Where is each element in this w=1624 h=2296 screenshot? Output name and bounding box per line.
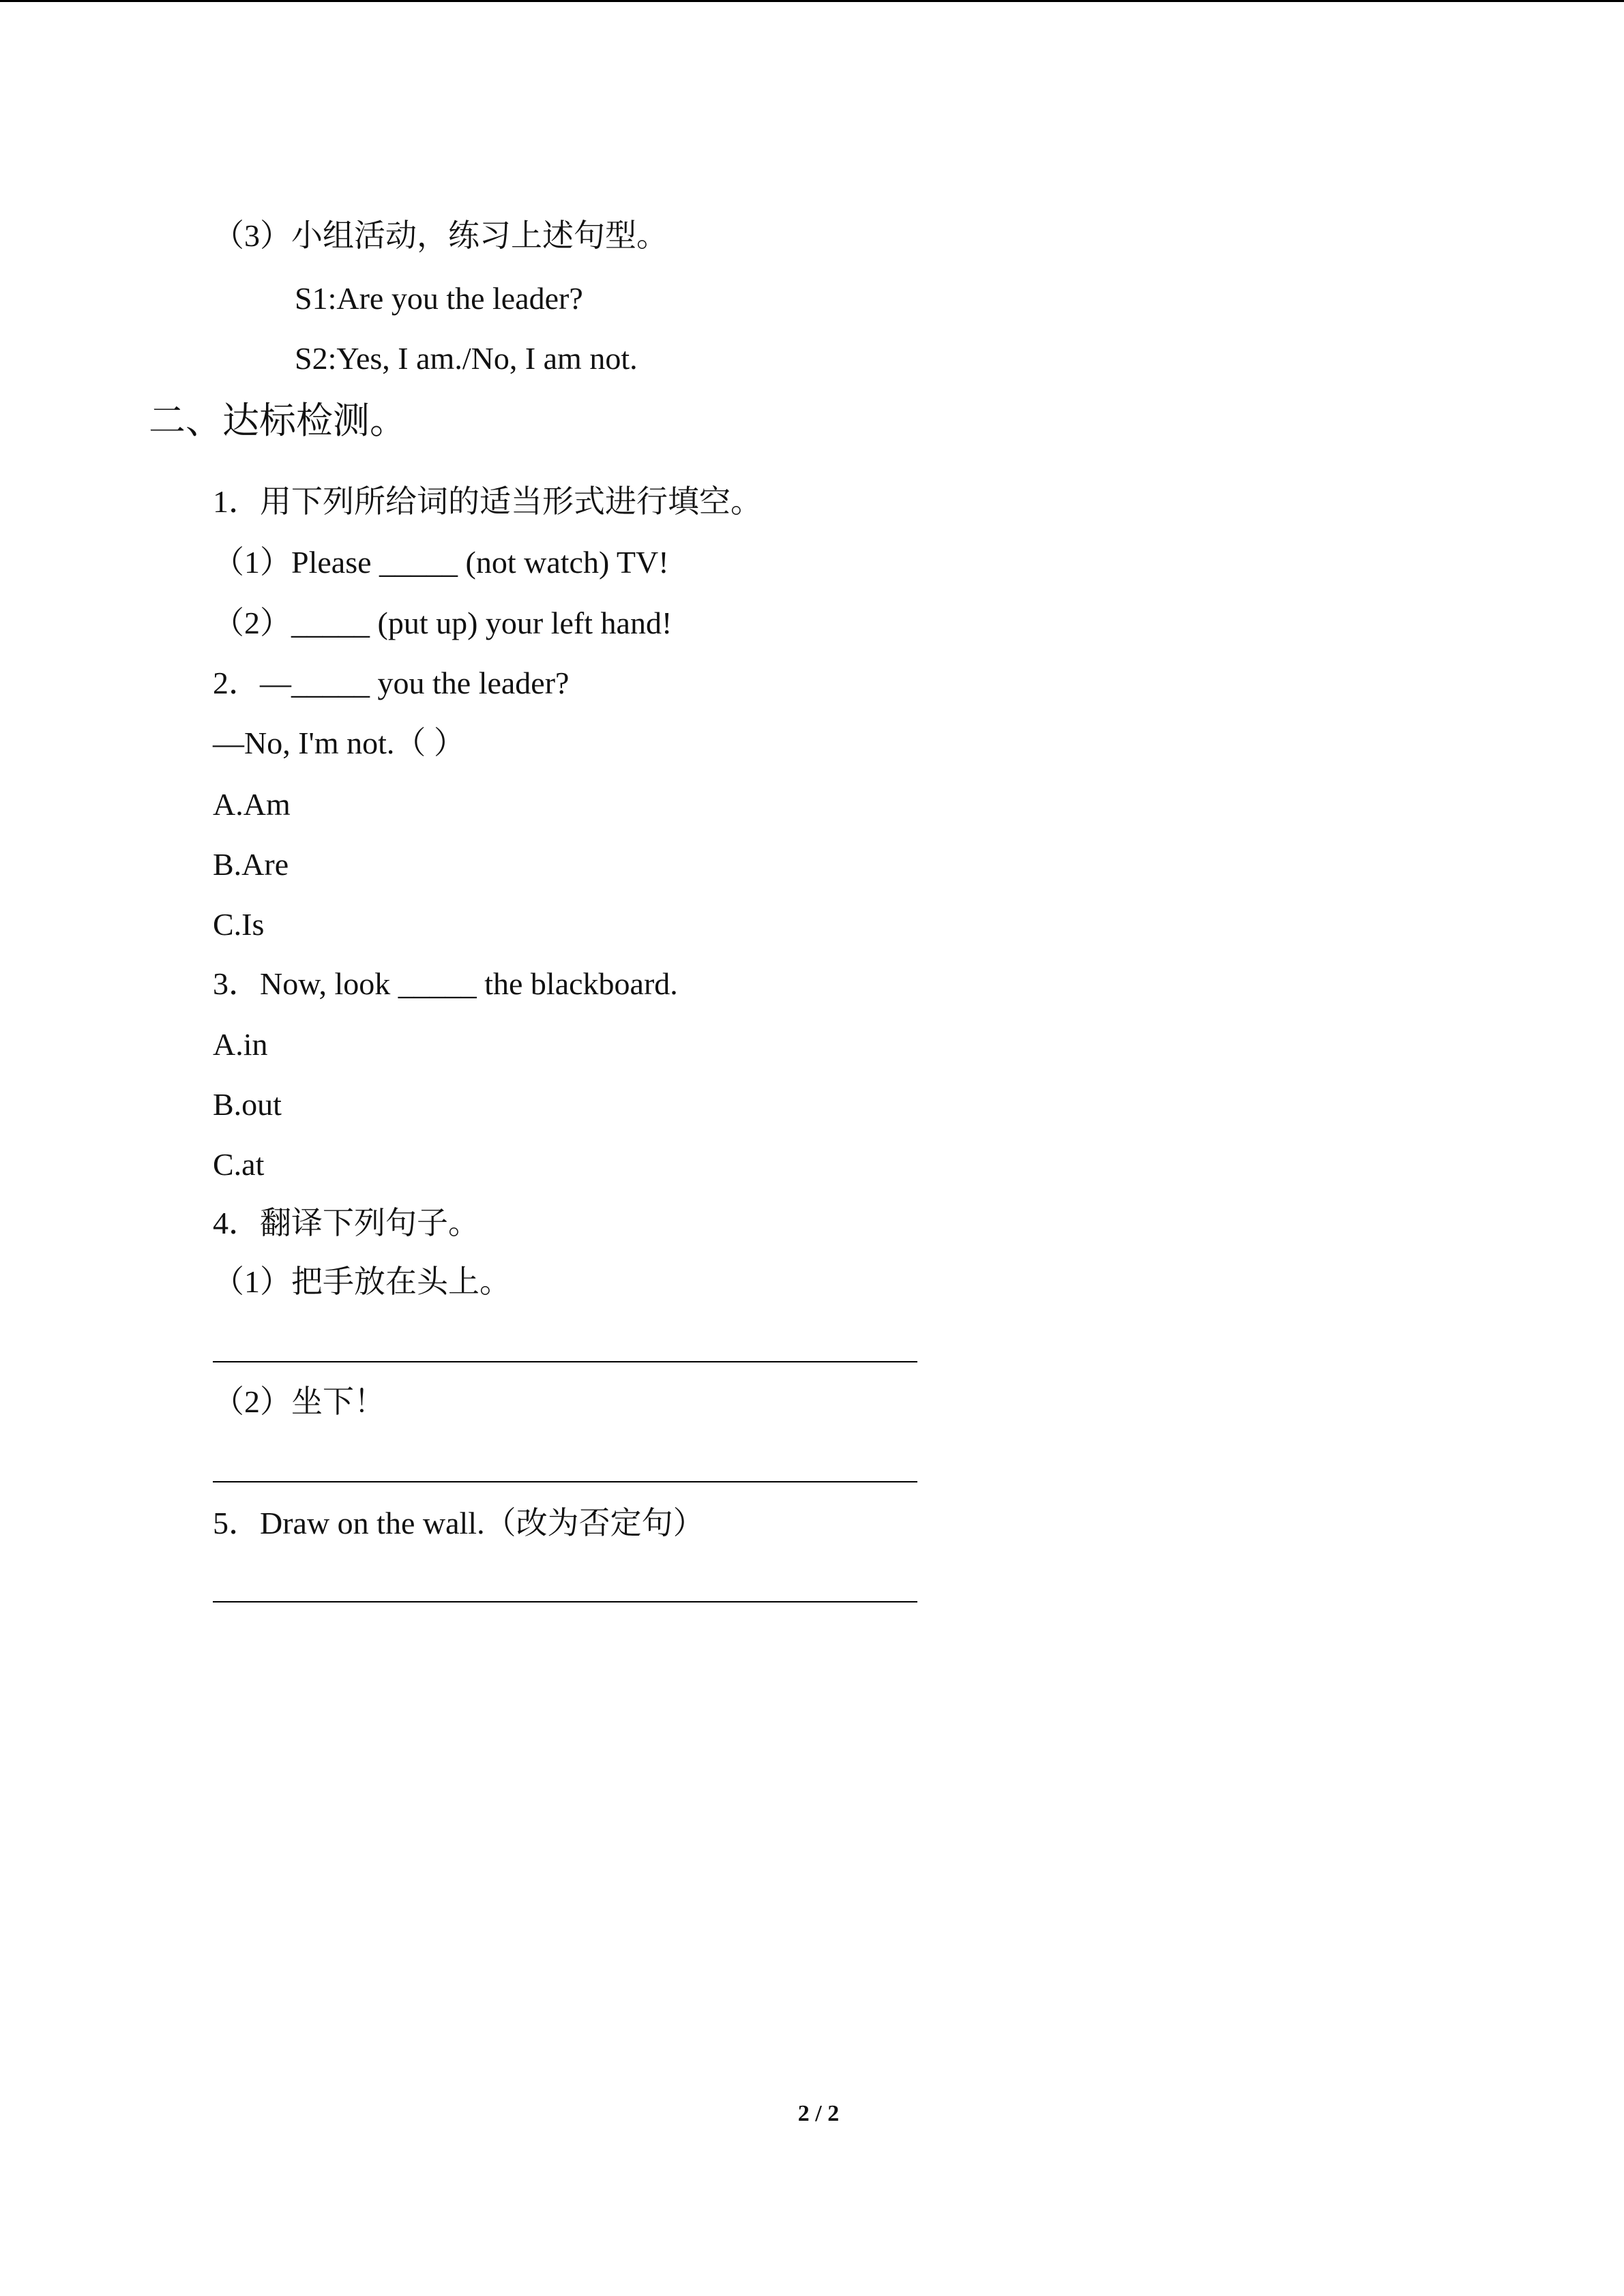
question-2-option-b: B.Are	[213, 847, 289, 882]
page-number: 2 / 2	[797, 2101, 840, 2126]
section-title: 二、达标检测。	[149, 400, 407, 441]
question-4-stem: 4．翻译下列句子。	[213, 1206, 479, 1240]
question-1-part-1: （1）Please _____ (not watch) TV!	[213, 545, 669, 580]
question-5-stem: 5．Draw on the wall.（改为否定句）	[213, 1506, 705, 1540]
answer-line-4-1[interactable]	[213, 1361, 917, 1362]
question-3-option-c: C.at	[213, 1147, 265, 1182]
activity-item-3: （3）小组活动，练习上述句型。	[213, 218, 668, 253]
question-2-stem: 2．—_____ you the leader?	[213, 666, 570, 700]
question-3-option-a: A.in	[213, 1027, 268, 1062]
question-1-stem: 1．用下列所给词的适当形式进行填空。	[213, 484, 762, 519]
question-2-reply: —No, I'm not.（ ）	[213, 726, 465, 760]
question-1-part-2: （2）_____ (put up) your left hand!	[213, 606, 673, 640]
top-border	[0, 0, 1624, 2]
question-3-option-b: B.out	[213, 1087, 282, 1122]
dialogue-s2: S2:Yes, I am./No, I am not.	[295, 341, 638, 376]
answer-line-5[interactable]	[213, 1601, 917, 1602]
question-3-stem: 3．Now, look _____ the blackboard.	[213, 966, 678, 1001]
dialogue-s1: S1:Are you the leader?	[295, 281, 583, 316]
answer-line-4-2[interactable]	[213, 1481, 917, 1482]
question-4-part-1: （1）把手放在头上。	[213, 1264, 511, 1299]
question-2-option-c: C.Is	[213, 907, 265, 942]
question-4-part-2: （2）坐下！	[213, 1384, 385, 1419]
question-2-option-a: A.Am	[213, 787, 291, 822]
